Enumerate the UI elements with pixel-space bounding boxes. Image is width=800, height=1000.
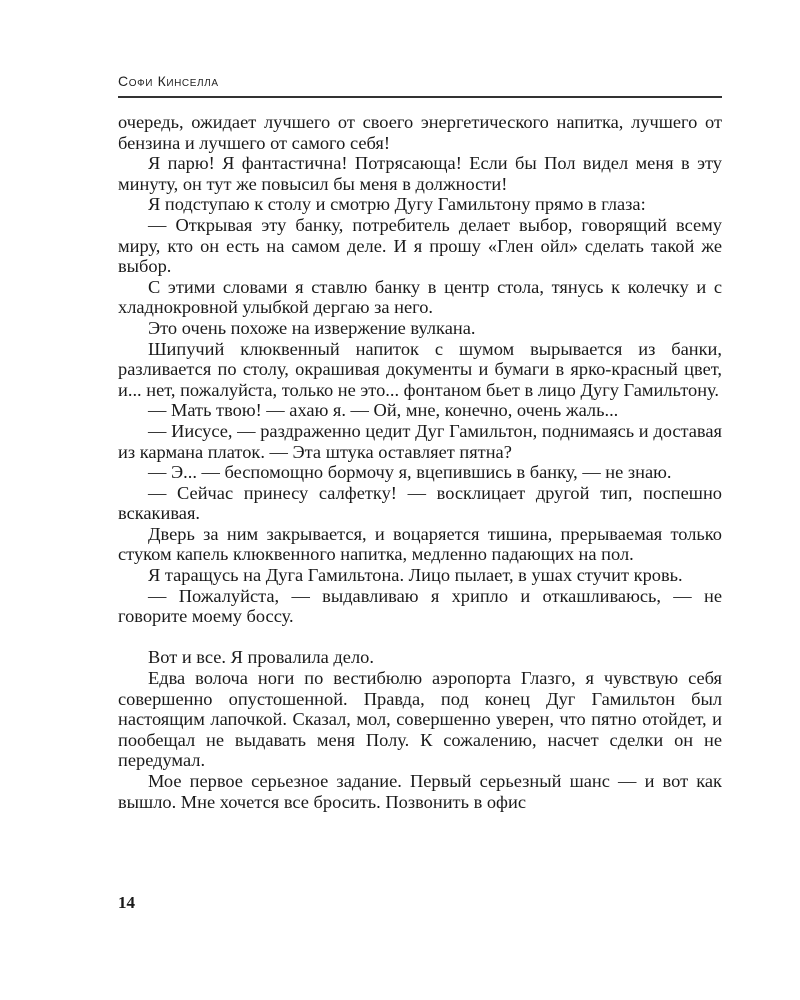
paragraph: Я подступаю к столу и смотрю Дугу Гамильтону прямо в глаза: xyxy=(148,194,646,215)
header-rule xyxy=(118,96,722,98)
paragraph: Это очень похоже на извержение вулкана. xyxy=(148,317,476,338)
paragraph: Мое первое серьезное задание. Первый серьезный шанс — и вот как вышло. Мне хочется все бросить. Позвонить в офис xyxy=(118,771,722,812)
paragraph: Шипучий клюквенный напиток с шумом вырывается из банки, разливается по столу, окрашивая документы и бумаги в ярко-красный цвет, и... нет, пожалуйста, только не это... фонтаном бьет в лицо Дугу Гамильтону. xyxy=(118,338,722,400)
page-number: 14 xyxy=(118,893,135,912)
paragraph: — Пожалуйста, — выдавливаю я хрипло и откашливаюсь, — не говорите моему боссу. xyxy=(118,585,722,627)
paragraph: С этими словами я ставлю банку в центр стола, тянусь к колечку и с хладнокровной улыбкой дергаю за него. xyxy=(118,276,722,318)
paragraph: Я таращусь на Дуга Гамильтона. Лицо пылает, в ушах стучит кровь. xyxy=(148,565,683,586)
paragraph: очередь, ожидает лучшего от своего энергетического напитка, лучшего от бензина и лучшего от самого себя! xyxy=(118,112,722,153)
paragraph: — Мать твою! — ахаю я. — Ой, мне, конечно, очень жаль... xyxy=(148,400,619,421)
paragraph: — Иисусе, — раздраженно цедит Дуг Гамильтон, поднимаясь и доставая из кармана платок. — Эта штука оставляет пятна? xyxy=(118,420,722,462)
paragraph: Вот и все. Я провалила дело. xyxy=(148,647,374,668)
paragraph: — Сейчас принесу салфетку! — восклицает другой тип, поспешно вскакивая. xyxy=(118,482,722,524)
paragraph: — Открывая эту банку, потребитель делает выбор, говорящий всему миру, кто он есть на самом деле. И я прошу «Глен ойл» сделать такой же выбор. xyxy=(118,214,722,277)
body-text xyxy=(118,112,722,812)
paragraph: Едва волоча ноги по вестибюлю аэропорта Глазго, я чувствую себя совершенно опустошенной. Правда, под конец Дуг Гамильтон был настоящим лапочкой. Сказал, мол, совершенно уверен, что пятно отойдет, и пообещал не выдавать меня Полу. К сожалению, насчет сделки он не передумал. xyxy=(118,668,722,771)
running-head-author: Софи Кинселла xyxy=(118,73,219,89)
paragraph: Дверь за ним закрывается, и воцаряется тишина, прерываемая только стуком капель клюквенного напитка, медленно падающих на пол. xyxy=(118,523,722,565)
paragraph: Я парю! Я фантастична! Потрясающа! Если бы Пол видел меня в эту минуту, он тут же повысил бы меня в должности! xyxy=(118,153,722,194)
paragraph: — Э... — беспомощно бормочу я, вцепившись в банку, — не знаю. xyxy=(148,462,672,483)
